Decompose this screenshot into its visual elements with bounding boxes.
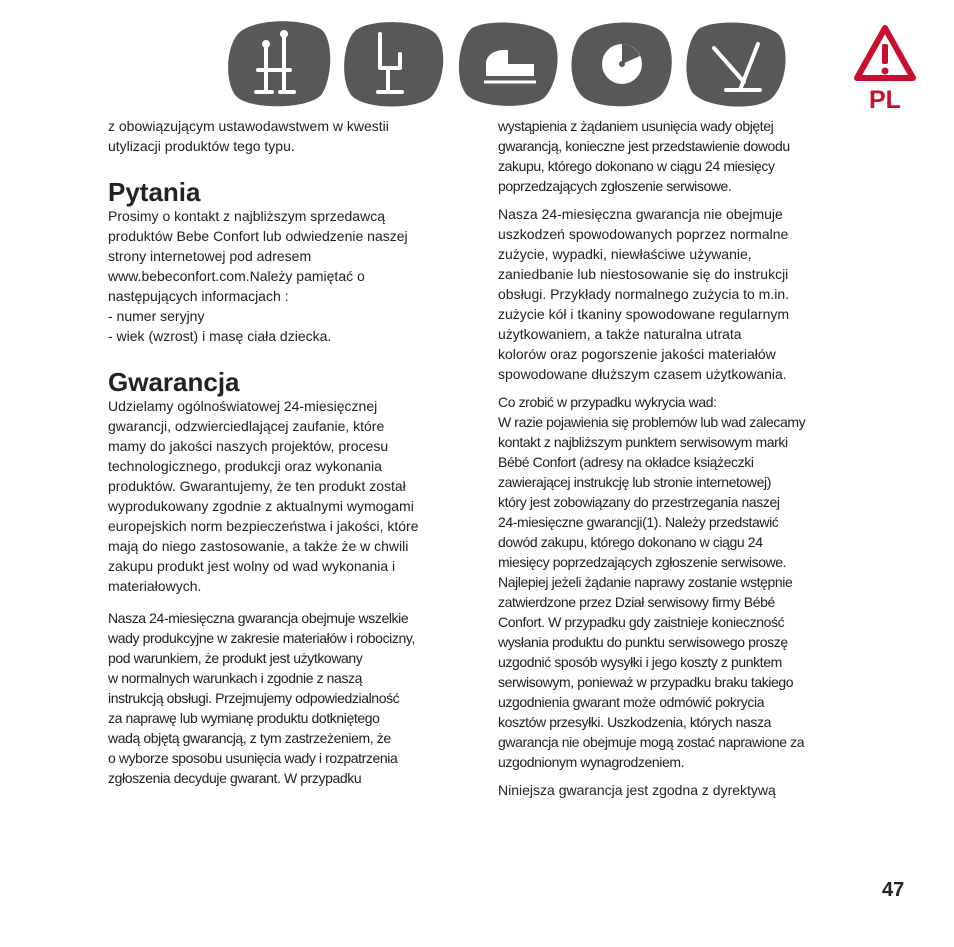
- text-line: Nasza 24-miesięczna gwarancja obejmuje wszelkie: [108, 610, 409, 626]
- header-icon-strip: [226, 20, 766, 108]
- continuation-paragraph: [498, 116, 860, 196]
- text-line: strony internetowej pod adresem: [108, 248, 312, 264]
- text-line: który jest zobowiązany do przestrzegania naszej: [498, 494, 780, 510]
- text-line: zaniedbanie lub niestosowanie się do instrukcji: [498, 266, 789, 282]
- text-line: www.bebeconfort.com.Należy pamiętać o: [108, 268, 365, 284]
- right-column: [498, 116, 860, 800]
- text-line: gwarancją, konieczne jest przedstawienie dowodu: [498, 138, 790, 154]
- text-line: W razie pojawienia się problemów lub wad zalecamy: [498, 414, 806, 430]
- text-line: technologicznego, produkcji oraz wykonania: [108, 458, 382, 474]
- text-line: utylizacji produktów tego typu.: [108, 138, 295, 154]
- text-line: uzgodnić sposób wysyłki i jego koszty z punktem: [498, 654, 782, 670]
- carrycot-icon: [454, 20, 560, 108]
- text-line: użytkowaniem, a także naturalna utrata: [498, 326, 742, 342]
- questions-paragraph: [108, 206, 468, 346]
- text-line: miesięcy poprzedzających zgłoszenie serwisowe.: [498, 554, 787, 570]
- text-line: za naprawę lub wymianę produktu dotkniętego: [108, 710, 380, 726]
- text-line: - numer seryjny: [108, 308, 205, 324]
- text-line: poprzedzających zgłoszenie serwisowe.: [498, 178, 732, 194]
- text-line: Prosimy o kontakt z najbliższym sprzedawcą: [108, 208, 385, 224]
- intro-paragraph: [108, 116, 468, 156]
- directive-line: Niniejsza gwarancja jest zgodna z dyrektywą: [498, 782, 776, 798]
- text-line: wystąpienia z żądaniem usunięcia wady objętej: [498, 118, 774, 134]
- text-line: produktów Bebe Confort lub odwiedzenie naszej: [108, 228, 408, 244]
- text-line: instrukcją obsługi. Przejmujemy odpowiedzialność: [108, 690, 400, 706]
- text-line: następujących informacjach :: [108, 288, 289, 304]
- exclusions-paragraph: [498, 204, 860, 384]
- seat-chair-icon: [340, 20, 446, 108]
- language-code: PL: [869, 86, 901, 114]
- text-line: z obowiązującym ustawodawstwem w kwestii: [108, 118, 389, 134]
- text-line: kosztów przesyłki. Uszkodzenia, których nasza: [498, 714, 771, 730]
- text-line: Co zrobić w przypadku wykrycia wad:: [498, 394, 717, 410]
- page-number: 47: [882, 879, 905, 901]
- text-line: zatwierdzone przez Dział serwisowy firmy Bébé: [498, 594, 775, 610]
- text-line: wadą objętą gwarancją, z tym zastrzeżeniem, że: [108, 730, 391, 746]
- text-line: Nasza 24-miesięczna gwarancja nie obejmuje: [498, 206, 783, 222]
- text-line: - wiek (wzrost) i masę ciała dziecka.: [108, 328, 332, 344]
- text-line: wyprodukowany zgodnie z aktualnymi wymogami: [108, 498, 414, 514]
- text-line: dowód zakupu, którego dokonano w ciągu 24: [498, 534, 763, 550]
- text-line: kolorów oraz pogorszenie jakości materiałów: [498, 346, 776, 362]
- text-line: wysłania produktu do punktu serwisowego proszę: [498, 634, 788, 650]
- text-line: kontakt z najbliższym punktem serwisowym marki: [498, 434, 788, 450]
- text-line: spowodowane dłuższym czasem użytkowania.: [498, 366, 787, 382]
- text-line: Najlepiej jeżeli żądanie naprawy zostanie wstępnie: [498, 574, 793, 590]
- defect-paragraph: [498, 392, 860, 772]
- text-line: Udzielamy ogólnoświatowej 24-miesięcznej: [108, 398, 378, 414]
- text-line: produktów. Gwarantujemy, że ten produkt został: [108, 478, 406, 494]
- text-line: pod warunkiem, że produkt jest użytkowany: [108, 650, 363, 666]
- wheel-icon: [568, 20, 674, 108]
- text-line: obsługi. Przykłady normalnego zużycia to m.in.: [498, 286, 790, 302]
- text-line: uzgodnienia gwarant może odmówić pokrycia: [498, 694, 765, 710]
- text-line: zakupu produkt jest wolny od wad wykonania i: [108, 558, 396, 574]
- text-line: gwarancji, odzwierciedlającej zaufanie, które: [108, 418, 385, 434]
- text-line: w normalnych warunkach i zgodnie z naszą: [108, 670, 363, 686]
- text-line: materiałowych.: [108, 578, 202, 594]
- text-line: mamy do jakości naszych projektów, procesu: [108, 438, 389, 454]
- text-line: zużycie kół i tkaniny spowodowane regularnym: [498, 306, 790, 322]
- text-line: serwisowym, ponieważ w przypadku braku takiego: [498, 674, 794, 690]
- stroller-frame-icon: [226, 20, 332, 108]
- questions-heading: Pytania: [108, 177, 201, 207]
- warranty-paragraph: [108, 396, 468, 596]
- text-line: o wyborze sposobu usunięcia wady i rozpatrzenia: [108, 750, 398, 766]
- text-line: zgłoszenia decyduje gwarant. W przypadku: [108, 770, 362, 786]
- text-line: zawierającej instrukcję lub stronie internetowej): [498, 474, 771, 490]
- left-column: [108, 116, 468, 788]
- text-line: uzgodnionym wynagrodzeniem.: [498, 754, 685, 770]
- text-line: Confort. W przypadku gdy zaistnieje konieczność: [498, 614, 785, 630]
- warning-triangle-icon: [853, 24, 917, 84]
- text-line: 24-miesięczne gwarancji(1). Należy przedstawić: [498, 514, 779, 530]
- text-line: wady produkcyjne w zakresie materiałów i robocizny,: [108, 630, 415, 646]
- text-line: zakupu, którego dokonano w ciągu 24 miesięcy: [498, 158, 775, 174]
- folding-icon: [682, 20, 788, 108]
- text-line: mają do niego zastosowanie, a także że w chwili: [108, 538, 409, 554]
- text-line: uszkodzeń spowodowanych poprzez normalne: [498, 226, 789, 242]
- text-line: zużycie, wypadki, niewłaściwe używanie,: [498, 246, 752, 262]
- text-line: europejskich norm bezpieczeństwa i jakości, które: [108, 518, 419, 534]
- text-line: Bébé Confort (adresy na okładce książeczki: [498, 454, 754, 470]
- warranty-heading: Gwarancja: [108, 367, 240, 397]
- text-line: gwarancja nie obejmuje mogą zostać naprawione za: [498, 734, 805, 750]
- coverage-paragraph: [108, 608, 468, 788]
